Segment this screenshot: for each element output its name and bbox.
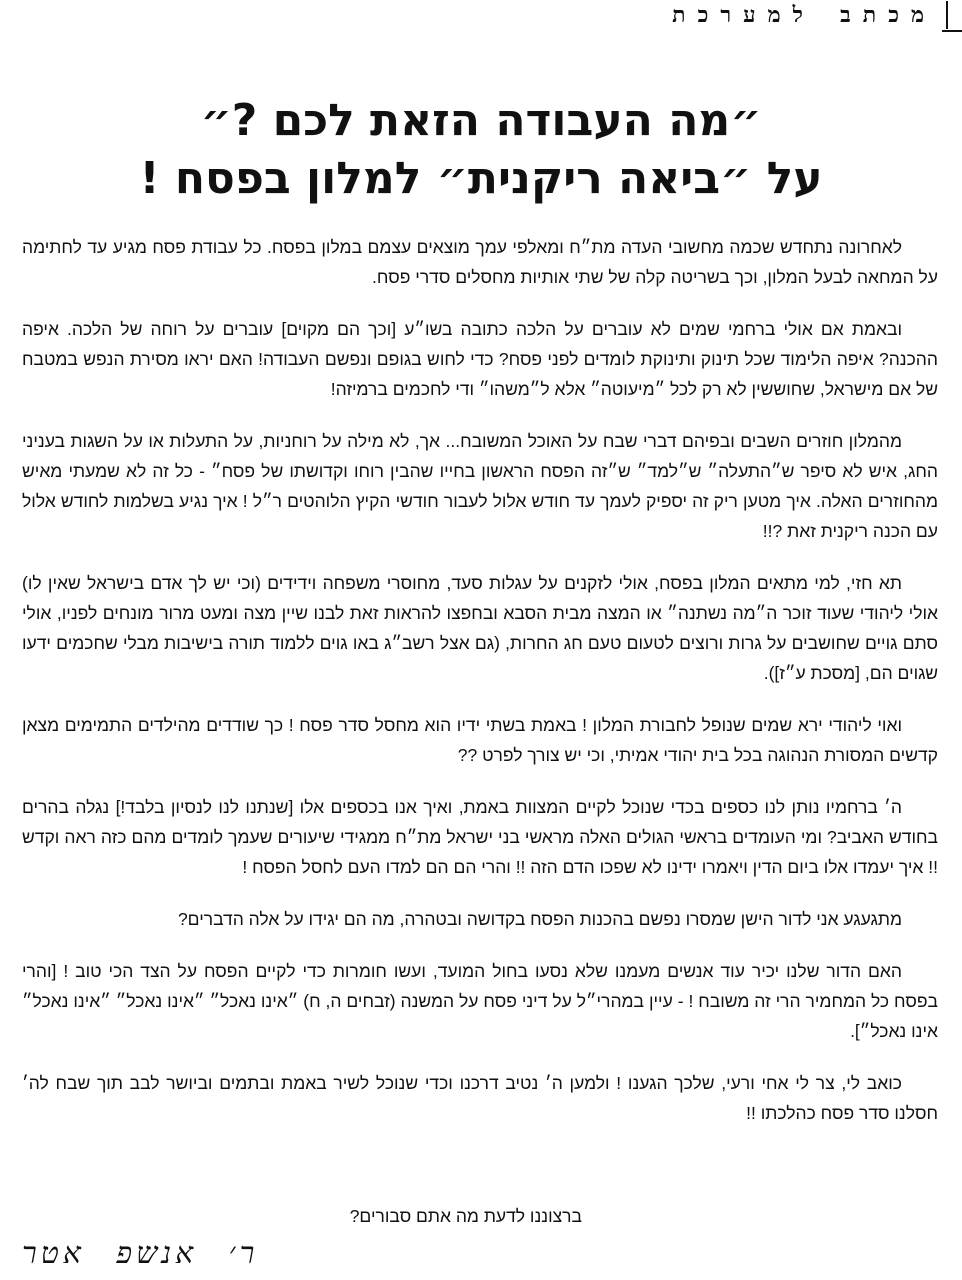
section-header: [672, 0, 948, 30]
paragraph: ה׳ ברחמיו נותן לנו כספים בכדי שנוכל לקיים המצוות באמת, ואיך אנו בכספים אלו [שנתנו לנו לנסיון בלבד!] נגלה בהרים בחודש האביב? ומי העומדים בראשי הגולים האלה מראשי בני ישראל מת״ח ממגידי שיעורים שעמך לומדים מהם כזה ראה וקדש !! איך יעמדו אלו ביום הדין ויאמרו ידינו לא שפכו הדם הזה !! והרי הם הם למדו העם לחסל הפסח !: [22, 797, 938, 877]
paragraph: כואב לי, צר לי אחי ורעי, שלכך הגענו ! ולמען ה׳ נטיב דרכנו וכדי שנוכל לשיר באמת ובתמים וביושר לבב תוך שבח לה׳ חסלנו סדר פסח כהלכתו !!: [22, 1073, 938, 1123]
headline: [40, 92, 922, 208]
signature: ר׳ אנשפ אטר: [22, 1236, 259, 1271]
headline-line-2: על ״ביאה ריקנית״ למלון בפסח !: [139, 153, 823, 204]
paragraph: האם הדור שלנו יכיר עוד אנשים מעמנו שלא נסעו בחול המועד, ועשו חומרות כדי לקיים הפסח על הצד הכי טוב ! [והרי בפסח כל המחמיר הרי זה משובח ! - עיין במהרי״ל על דיני פסח על המשנה (זבחים ה, ח) ״אינו נאכל״ ״אינו נאכל״ ״אינו נאכל״ אינו נאכל״].: [22, 961, 938, 1041]
paragraph: לאחרונה נתחדש שכמה מחשובי העדה מת״ח ומאלפי עמך מוצאים עצמם במלון בפסח. כל עבודת פסח מגיע עד לחתימה על המחאה לבעל המלון, וכך בשריטה קלה של שתי אותיות מחסלים סדרי פסח.: [22, 237, 938, 287]
paragraph: ואוי ליהודי ירא שמים שנופל לחבורת המלון ! באמת בשתי ידיו הוא מחסל סדר פסח ! כך שודדים מהילדים התמימים מצאן קדשים המסורת הנהוגה בכל בית יהודי אמיתי, וכי יש צורך לפרט ??: [22, 715, 938, 765]
header-divider: [946, 1, 948, 29]
section-label: מכתב למערכת: [672, 3, 936, 28]
paragraph: מתגעגע אני לדור הישן שמסרו נפשם בהכנות הפסח בקדושה ובטהרה, מה הם יגידו על אלה הדברים?: [177, 909, 902, 929]
letter-body: [22, 232, 938, 1150]
paragraph: ובאמת אם אולי ברחמי שמים לא עוברים על הלכה כתובה בשו״ע [וכך הם מקוים] עוברים על רוחה של הלכה. איפה ההכנה? איפה הלימוד שכל תינוק ותינוקת לומדים לפני פסח? כדי לחוש בגופם ונפשם העבודה! האם יראו מסירת הנפש במטבח של אם מישראל, שחוששין לא רק לכל ״מיעוטה״ אלא ל״משהו״ ודי לחכמים ברמיזה!: [22, 319, 938, 399]
paragraph: תא חזי, למי מתאים המלון בפסח, אולי לזקנים על עגלות סעד, מחוסרי משפחה וידידים (וכי יש לך אדם בישראל שאין לו) אולי ליהודי שעוד זוכר ה״מה נשתנה״ או המצה מבית הסבא ובחפצו להראות זאת לבנו שיין מצה ומעט מרור מונחים לפניו, אולי סתם גויים שחושבים על גרות ורוצים לטעום טעם חג החרות, (גם אצל רשב״ג באו גוים ללמוד תורה בישיבות מבלי שחכמים ידעו שגוים הם, [מסכת ע״ז]).: [22, 573, 938, 683]
closing-line: ברצוננו לדעת מה אתם סבורים?: [349, 1206, 582, 1226]
corner-rule: [942, 30, 962, 32]
paragraph: מהמלון חוזרים השבים ובפיהם דברי שבח על האוכל המשובח... אך, לא מילה על רוחניות, על התעלות או על השגות בעניני החג, איש לא סיפר ש״התעלה״ ש״למד״ ש״זה הפסח הראשון בחייו שהבין רוחו וקדושתו של פסח״ - כל זה לא שמעתי מאיש מהחוזרים האלה. איך מטען ריק זה יספיק לעמך עד חודש אלול לעבור חודשי הקיץ הלוהטים ר״ל ! איך נגיע בשלמות לחודש אלול עם הכנה ריקנית זאת ?!!: [22, 431, 938, 541]
headline-line-1: ״מה העבודה הזאת לכם ?״: [200, 95, 762, 146]
